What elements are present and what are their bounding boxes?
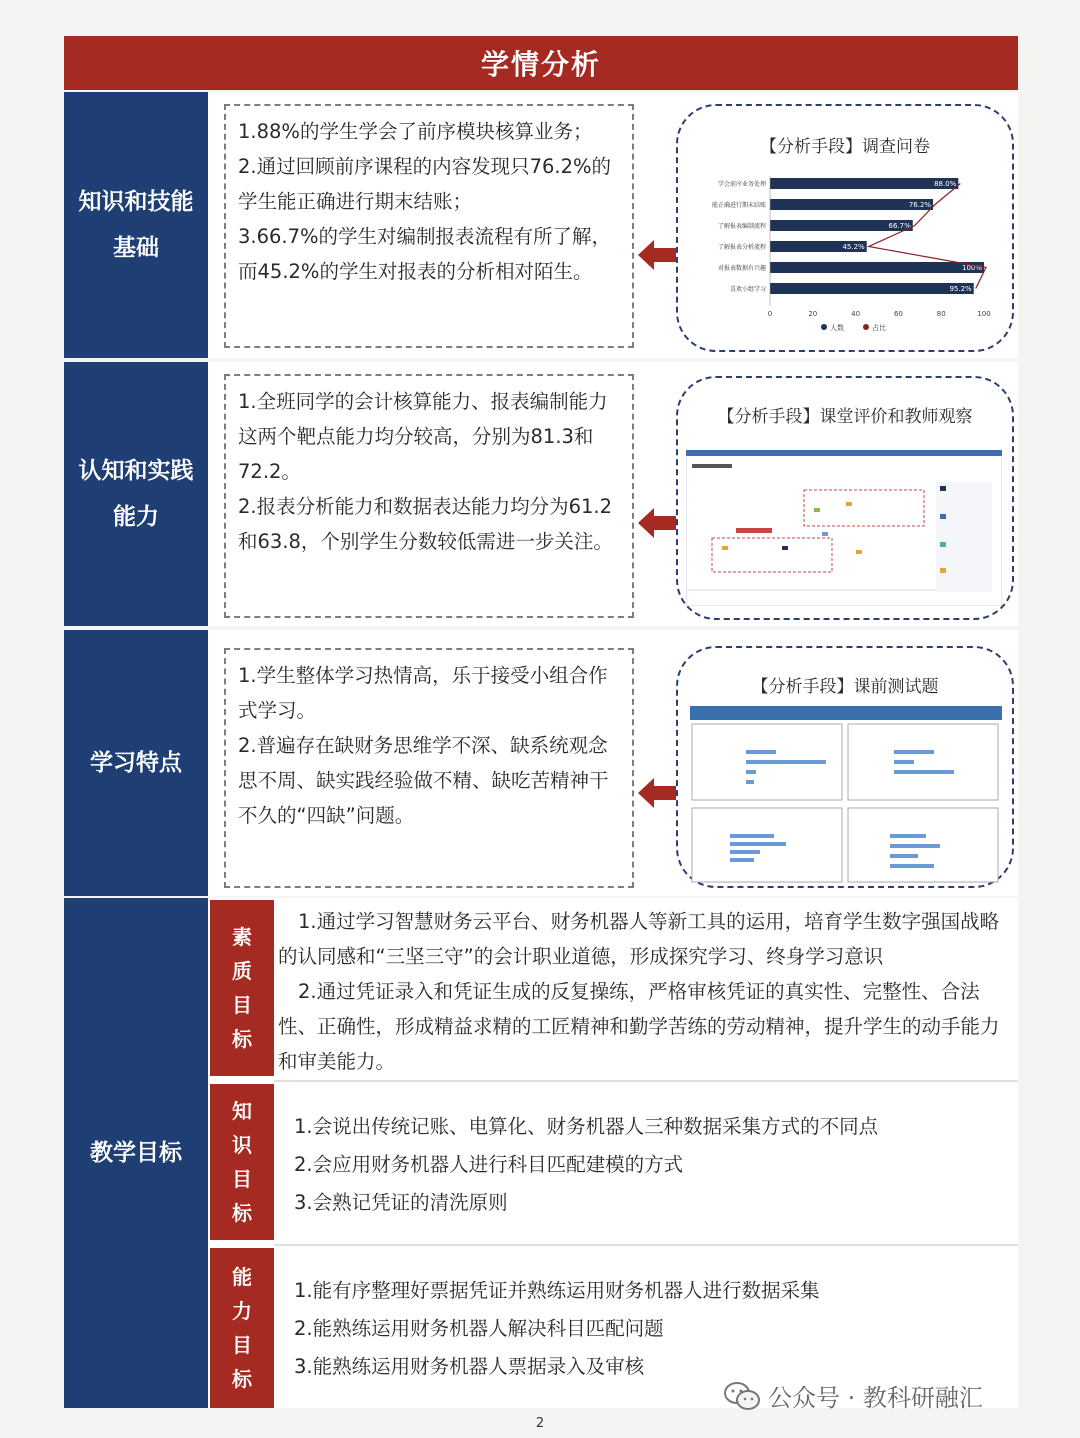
goal-line: 1.会说出传统记账、电算化、财务机器人三种数据采集方式的不同点 [294, 1115, 879, 1138]
analysis-line: 2.通过回顾前序课程的内容发现只76.2%的学生能正确进行期末结账； [238, 155, 612, 213]
left-arrow-icon [638, 508, 676, 538]
tick-label: 60 [893, 310, 903, 318]
analysis-line: 3.66.7%的学生对编制报表流程有所了解，而45.2%的学生对报表的分析相对陌生。 [238, 225, 612, 283]
image-caption: 【分析手段】课前测试题 [751, 677, 939, 697]
analysis-text-box [224, 104, 634, 348]
legend-label: 占比 [872, 324, 886, 332]
goal-text-ability [294, 1272, 994, 1386]
bar [770, 262, 984, 273]
tick-label: 100 [977, 310, 991, 318]
goal-label-ability: 能 力 目 标 [210, 1248, 274, 1408]
analysis-line: 2.普遍存在缺财务思维学不深、缺系统观念思不周、缺实践经验做不精、缺吃苦精神干不久的“四缺”问题。 [238, 734, 609, 827]
wechat-watermark [724, 1378, 983, 1413]
legend-marker [863, 324, 869, 330]
left-arrow-icon [638, 778, 676, 808]
section-label: 认知和实践能力 [64, 362, 208, 626]
goal-line: 2.通过凭证录入和凭证生成的反复操练，严格审核凭证的真实性、完整性、合法性、正确性，形成精益求精的工匠精神和勤学苦练的劳动精神，提升学生的动手能力和审美能力。 [278, 980, 1000, 1073]
pretest-image [676, 646, 1014, 888]
section-label: 教学目标 [64, 898, 208, 1408]
analysis-line: 1.全班同学的会计核算能力、报表编制能力这两个靶点能力均分较高，分别为81.3和72.2。 [238, 390, 608, 483]
goal-text-knowledge [294, 1108, 994, 1222]
image-caption: 【分析手段】课堂评价和教师观察 [717, 407, 973, 427]
category-label: 能正确进行期末结账 [711, 202, 766, 209]
bar-value-label: 45.2% [842, 243, 865, 251]
legend-marker [821, 324, 827, 330]
section-knowledge [64, 92, 1018, 358]
bar [770, 283, 974, 294]
tick-label: 80 [936, 310, 946, 318]
survey-image [676, 104, 1014, 352]
divider [274, 1080, 1018, 1082]
bar [770, 178, 958, 189]
section-teaching-goals [64, 898, 1018, 1408]
goal-line: 2.会应用财务机器人进行科目匹配建模的方式 [294, 1153, 684, 1176]
survey-bar-chart [684, 170, 1006, 340]
goal-line: 1.通过学习智慧财务云平台、财务机器人等新工具的运用，培育学生数字强国战略的认同感和“三坚三守”的会计职业道德，形成探究学习、终身学习意识 [278, 910, 1000, 968]
left-arrow-icon [638, 240, 676, 270]
questionnaire-thumbnail [690, 706, 1002, 884]
tick-label: 0 [767, 310, 773, 318]
tick-label: 20 [808, 310, 818, 318]
page-number: 2 [535, 1416, 545, 1431]
bar-value-label: 95.2% [949, 285, 972, 293]
section-label: 学习特点 [64, 630, 208, 896]
analysis-line: 1.88%的学生学会了前序模块核算业务； [238, 120, 593, 143]
page-title: 学情分析 [64, 36, 1018, 90]
bar-value-label: 88.0% [934, 180, 957, 188]
section-label: 知识和技能基础 [64, 92, 208, 358]
tick-label: 40 [851, 310, 861, 318]
watermark-text: 公众号 · 教科研融汇 [768, 1384, 983, 1412]
category-label: 对报表数据有兴趣 [717, 265, 766, 272]
category-label: 了解报表分析流程 [717, 244, 766, 251]
goal-label-quality: 素 质 目 标 [210, 900, 274, 1076]
analysis-line: 2.报表分析能力和数据表达能力均分为61.2和63.8，个别学生分数较低需进一步关注。 [238, 495, 613, 553]
analysis-line: 1.学生整体学习热情高，乐于接受小组合作式学习。 [238, 664, 608, 722]
goal-line: 3.能熟练运用财务机器人票据录入及审核 [294, 1355, 645, 1378]
category-label: 了解报表编制流程 [717, 223, 766, 230]
category-label: 喜欢小组学习 [729, 286, 766, 293]
bar-value-label: 100% [961, 264, 982, 272]
wechat-icon [724, 1381, 760, 1411]
scatter-thumbnail [686, 450, 1002, 606]
goal-label-knowledge: 知 识 目 标 [210, 1084, 274, 1240]
goal-line: 3.会熟记凭证的清洗原则 [294, 1191, 508, 1214]
goal-line: 1.能有序整理好票据凭证并熟练运用财务机器人进行数据采集 [294, 1279, 820, 1302]
analysis-text-box [224, 374, 634, 618]
section-learning-features [64, 630, 1018, 896]
classroom-evaluation-image [676, 376, 1014, 620]
image-caption: 【分析手段】调查问卷 [760, 137, 930, 157]
category-label: 学会前序业务处理 [717, 181, 766, 188]
bar-value-label: 76.2% [908, 201, 932, 209]
analysis-text-box [224, 648, 634, 888]
legend-label: 人数 [830, 324, 844, 332]
goal-line: 2.能熟练运用财务机器人解决科目匹配问题 [294, 1317, 664, 1340]
bar-value-label: 66.7% [888, 222, 911, 230]
goal-text-quality [278, 904, 1016, 1079]
section-cognition [64, 362, 1018, 626]
divider [274, 1244, 1018, 1246]
